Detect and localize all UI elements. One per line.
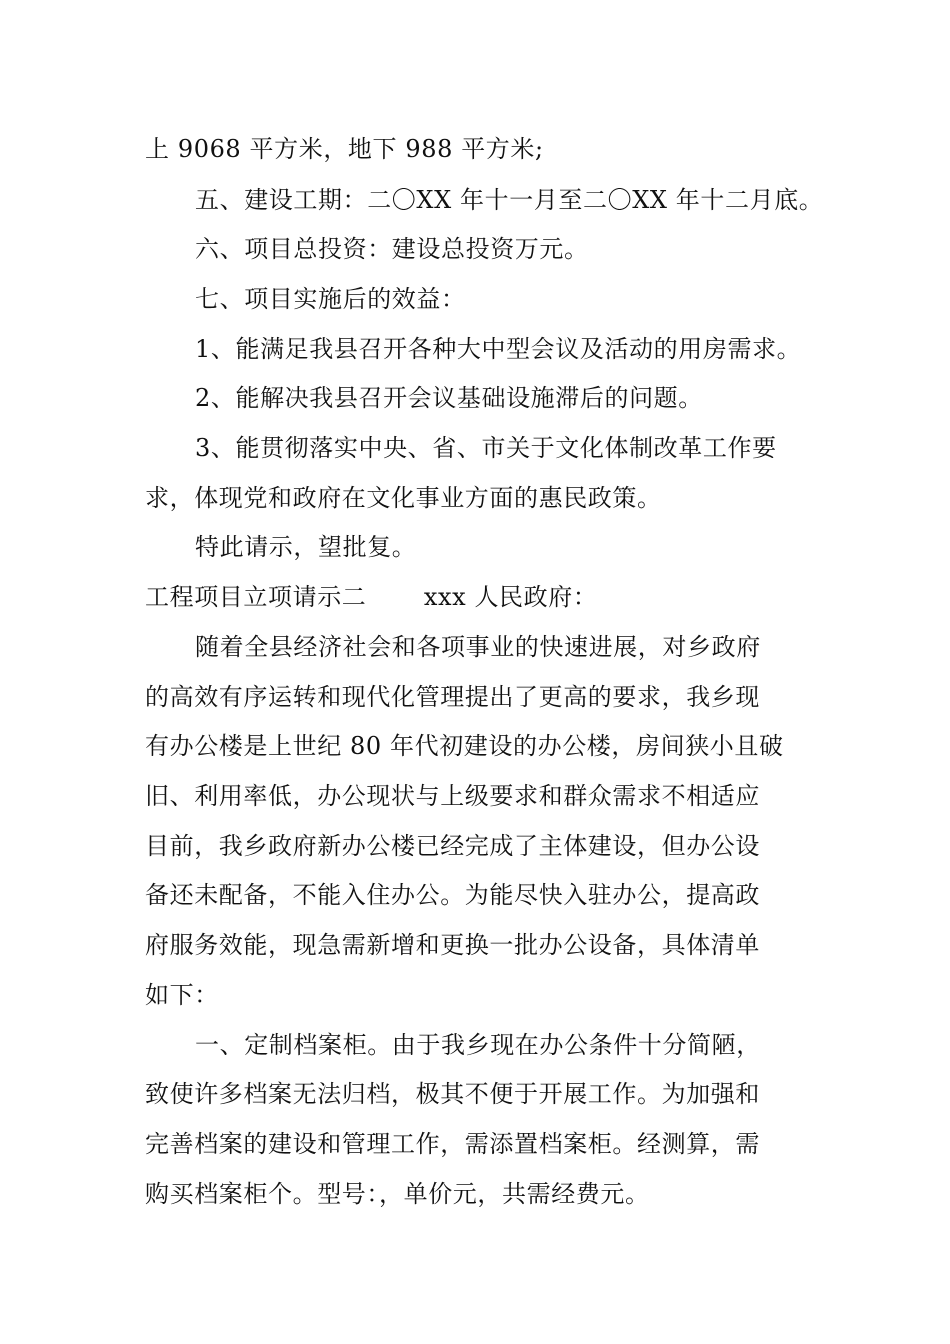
text-line: 完善档案的建设和管理工作，需添置档案柜。经测算，需 — [145, 1130, 760, 1158]
text-line: 购买档案柜个。型号：，单价元，共需经费元。 — [145, 1180, 650, 1208]
text-line: 上 9068 平方米，地下 988 平方米; — [145, 135, 544, 163]
text-line: 府服务效能，现急需新增和更换一批办公设备，具体清单 — [145, 931, 760, 959]
text-line: 3、能贯彻落实中央、省、市关于文化体制改革工作要 — [195, 434, 777, 462]
text-line: 1、能满足我县召开各种大中型会议及活动的用房需求。 — [195, 335, 802, 363]
text-line: 致使许多档案无法归档，极其不便于开展工作。为加强和 — [145, 1080, 760, 1108]
text-line: 如下： — [145, 981, 219, 1009]
section-heading: 工程项目立项请示二 xxx 人民政府： — [145, 583, 598, 611]
text-line: 五、建设工期：二〇XX 年十一月至二〇XX 年十二月底。 — [195, 186, 824, 214]
text-line: 一、定制档案柜。由于我乡现在办公条件十分简陋， — [195, 1031, 761, 1059]
text-line: 求，体现党和政府在文化事业方面的惠民政策。 — [145, 484, 662, 512]
text-line: 备还未配备，不能入住办公。为能尽快入驻办公，提高政 — [145, 881, 760, 909]
text-line: 六、项目总投资：建设总投资万元。 — [195, 235, 589, 263]
text-line: 特此请示，望批复。 — [195, 533, 417, 561]
text-line: 有办公楼是上世纪 80 年代初建设的办公楼，房间狭小且破 — [145, 732, 784, 760]
text-line: 目前，我乡政府新办公楼已经完成了主体建设，但办公设 — [145, 832, 760, 860]
text-line: 七、项目实施后的效益： — [195, 285, 466, 313]
text-line: 旧、利用率低，办公现状与上级要求和群众需求不相适应 — [145, 782, 760, 810]
text-line: 随着全县经济社会和各项事业的快速进展，对乡政府 — [195, 633, 761, 661]
text-line: 2、能解决我县召开会议基础设施滞后的问题。 — [195, 384, 703, 412]
text-line: 的高效有序运转和现代化管理提出了更高的要求，我乡现 — [145, 683, 760, 711]
